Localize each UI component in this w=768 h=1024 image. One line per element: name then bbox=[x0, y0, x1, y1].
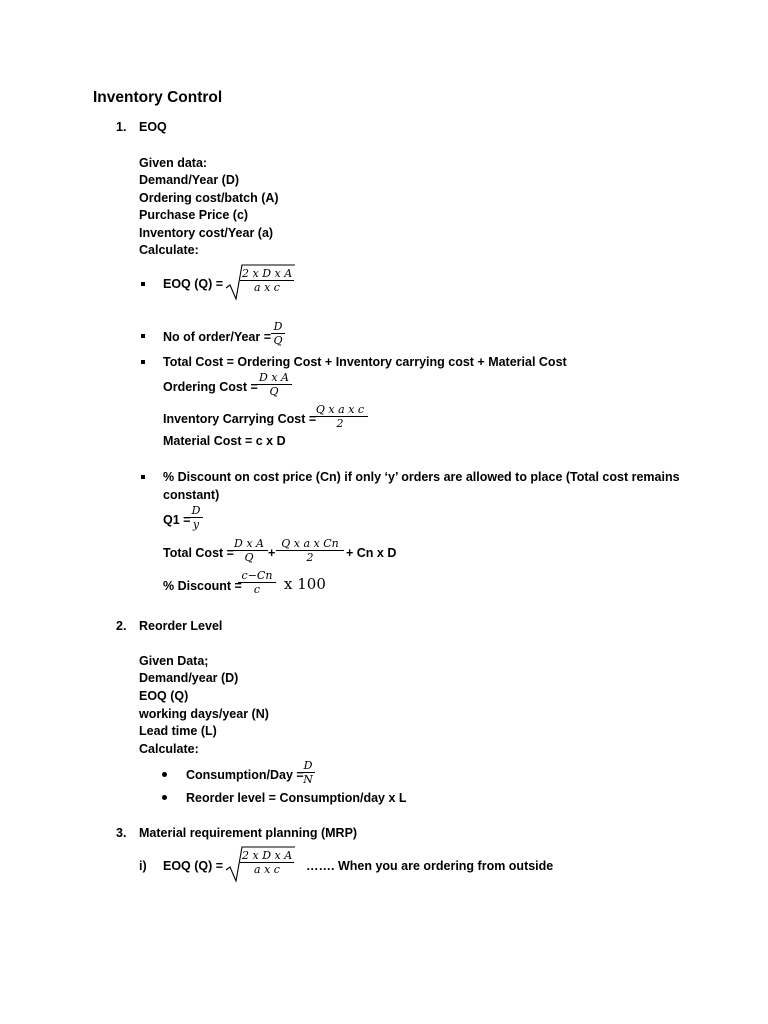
s1-carrying-numerator: Q x a x c bbox=[312, 403, 368, 417]
s1-discount-line-1: % Discount on cost price (Cn) if only ‘y’ orders are allowed to place (Total cost remains bbox=[163, 470, 680, 484]
s2-given-label: Given Data; bbox=[139, 654, 209, 668]
s1-carrying-label: Inventory Carrying Cost = bbox=[163, 412, 317, 426]
s2-consumption-label: Consumption/Day = bbox=[186, 768, 304, 782]
s1-orders-denominator: Q bbox=[273, 334, 283, 347]
s1-q1-fraction bbox=[189, 504, 203, 531]
s1-ordering-denominator: Q bbox=[269, 385, 279, 398]
s1-given-item: Demand/Year (D) bbox=[139, 173, 240, 187]
s1-total-cost-line: Total Cost = Ordering Cost + Inventory carrying cost + Material Cost bbox=[163, 355, 567, 369]
section-2-number: 2. bbox=[116, 619, 127, 633]
s1-tc-label: Total Cost = bbox=[163, 546, 234, 560]
s1-q1-denominator: y bbox=[192, 518, 200, 531]
s1-eoq-denominator: a x c bbox=[254, 281, 280, 294]
s2-given-item: Demand/year (D) bbox=[139, 671, 239, 685]
s1-q1-label: Q1 = bbox=[163, 513, 191, 527]
s2-consumption-denominator: N bbox=[303, 773, 313, 786]
s1-pd-numerator: c−Cn bbox=[238, 569, 276, 583]
s1-orders-label: No of order/Year = bbox=[163, 330, 272, 344]
s1-pd-tail: x 100 bbox=[284, 575, 326, 593]
s1-tc-numerator-1: D x A bbox=[230, 537, 268, 551]
s1-tc-denominator-1: Q bbox=[244, 551, 254, 564]
section-3-number: 3. bbox=[116, 826, 127, 840]
section-1-number: 1. bbox=[116, 120, 127, 134]
s2-consumption-fraction bbox=[301, 759, 315, 786]
s1-eoq-label: EOQ (Q) = bbox=[163, 277, 224, 291]
s1-carrying-fraction bbox=[312, 403, 368, 430]
section-3-heading: Material requirement planning (MRP) bbox=[139, 826, 358, 840]
s1-orders-fraction bbox=[271, 320, 285, 347]
s2-given-item: working days/year (N) bbox=[139, 707, 269, 721]
s1-discount-line-2: constant) bbox=[163, 488, 220, 502]
s1-pd-denominator: c bbox=[253, 583, 261, 596]
s3-item-number: i) bbox=[139, 859, 147, 873]
s1-pd-fraction bbox=[238, 569, 276, 596]
s3-eoq-label: EOQ (Q) = bbox=[163, 859, 224, 873]
s1-tc-fraction-1 bbox=[230, 537, 268, 564]
s1-orders-numerator: D bbox=[271, 320, 285, 334]
s1-ordering-fraction bbox=[256, 371, 292, 398]
s2-reorder-line: Reorder level = Consumption/day x L bbox=[186, 791, 407, 805]
s2-calculate-label: Calculate: bbox=[139, 742, 199, 756]
s1-given-item: Ordering cost/batch (A) bbox=[139, 191, 279, 205]
s3-eoq-denominator: a x c bbox=[254, 863, 280, 876]
s1-given-item: Purchase Price (c) bbox=[139, 208, 249, 222]
s1-tc-plus: + bbox=[268, 546, 276, 560]
s1-calculate-label: Calculate: bbox=[139, 243, 199, 257]
s1-eoq-fraction bbox=[240, 267, 294, 294]
s1-tc-tail: + Cn x D bbox=[346, 546, 397, 560]
s1-tc-numerator-2: Q x a x Cn bbox=[276, 537, 344, 551]
s2-consumption-numerator: D bbox=[301, 759, 315, 773]
s2-given-item: EOQ (Q) bbox=[139, 689, 189, 703]
s3-eoq-fraction bbox=[240, 849, 294, 876]
bullet-square bbox=[141, 282, 145, 286]
bullet-square bbox=[141, 334, 145, 338]
s1-tc-denominator-2: 2 bbox=[306, 551, 314, 564]
s1-ordering-numerator: D x A bbox=[256, 371, 292, 385]
bullet-dot bbox=[162, 772, 167, 777]
s1-given-item: Inventory cost/Year (a) bbox=[139, 226, 274, 240]
s3-note: ……. When you are ordering from outside bbox=[306, 859, 554, 873]
s2-given-item: Lead time (L) bbox=[139, 724, 217, 738]
s1-material-line: Material Cost = c x D bbox=[163, 434, 286, 448]
s1-tc-fraction-2 bbox=[276, 537, 344, 564]
s1-ordering-label: Ordering Cost = bbox=[163, 380, 258, 394]
bullet-square bbox=[141, 360, 145, 364]
s1-eoq-numerator: 2 x D x A bbox=[242, 267, 293, 280]
section-1-heading: EOQ bbox=[139, 120, 167, 134]
s3-eoq-numerator: 2 x D x A bbox=[242, 849, 293, 862]
bullet-square bbox=[141, 475, 145, 479]
s1-given-label: Given data: bbox=[139, 156, 208, 170]
section-2-heading: Reorder Level bbox=[139, 619, 223, 633]
s1-q1-numerator: D bbox=[189, 504, 203, 518]
page-title: Inventory Control bbox=[93, 89, 223, 106]
s1-pd-label: % Discount = bbox=[163, 579, 242, 593]
bullet-dot bbox=[162, 795, 167, 800]
s1-carrying-denominator: 2 bbox=[336, 417, 344, 430]
